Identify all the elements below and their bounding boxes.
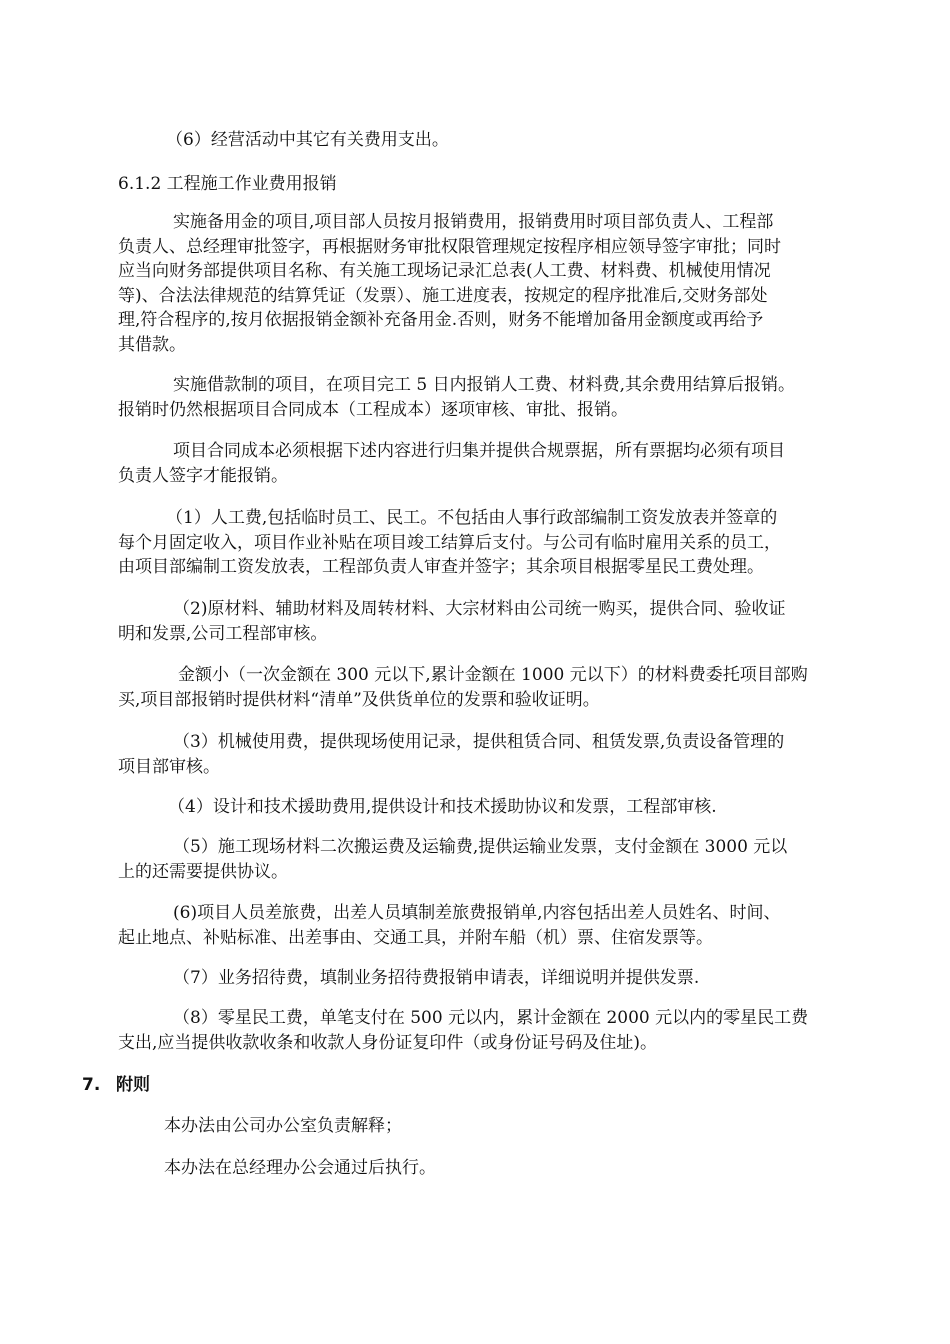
paragraph-line: （1）人工费,包括临时员工、民工。不包括由人事行政部编制工资发放表并签章的 [166, 508, 778, 528]
paragraph-line: 其借款。 [118, 334, 186, 355]
item-1-labor [118, 506, 866, 580]
paragraph-line: （4）设计和技术援助费用,提供设计和技术援助协议和发票，工程部审核. [168, 797, 717, 817]
paragraph-line: 明和发票,公司工程部审核。 [118, 623, 328, 644]
paragraph-line: 报销时仍然根据项目合同成本（工程成本）逐项审核、审批、报销。 [118, 399, 628, 420]
paragraph-line: 项目部审核。 [118, 756, 220, 777]
paragraph-imprest [118, 210, 866, 357]
paragraph-line: 负责人签字才能报销。 [118, 465, 288, 486]
item-5-transport [118, 835, 866, 884]
closing-text: 本办法在总经理办公会通过后执行。 [164, 1158, 436, 1178]
item-7-entertainment [118, 966, 866, 991]
item-2-small-amount [118, 663, 866, 712]
paragraph-line: （3）机械使用费，提供现场使用记录，提供租赁合同、租赁发票,负责设备管理的 [173, 732, 785, 752]
paragraph-line: 支出,应当提供收款收条和收款人身份证复印件（或身份证号码及住址)。 [118, 1032, 658, 1053]
paragraph-line: （8）零星民工费，单笔支付在 500 元以内，累计金额在 2000 元以内的零星民工费 [173, 1008, 809, 1028]
paragraph-line: (6)项目人员差旅费，出差人员填制差旅费报销单,内容包括出差人员姓名、时间、 [173, 903, 781, 923]
closing-line-1 [164, 1114, 912, 1139]
paragraph-line: 实施备用金的项目,项目部人员按月报销费用，报销费用时项目部负责人、工程部 [173, 212, 774, 232]
paragraph-line: 每个月固定收入，项目作业补贴在项目竣工结算后支付。与公司有临时雇用关系的员工， [118, 532, 781, 553]
chapter-title: 附则 [116, 1075, 150, 1095]
item-6-travel [118, 901, 866, 950]
chapter-7-heading [82, 1073, 150, 1097]
paragraph-line: 应当向财务部提供项目名称、有关施工现场记录汇总表(人工费、材料费、机械使用情况 [118, 261, 771, 281]
paragraph-line: （5）施工现场材料二次搬运费及运输费,提供运输业发票，支付金额在 3000 元以 [173, 837, 788, 857]
item-4-design [118, 795, 866, 820]
closing-text: 本办法由公司办公室负责解释； [164, 1116, 402, 1136]
paragraph-cost [118, 439, 866, 488]
section-title [118, 172, 866, 197]
paragraph-line: 等)、合法法律规范的结算凭证（发票）、施工进度表，按规定的程序批准后,交财务部处 [118, 285, 768, 306]
item-3-machinery [118, 730, 866, 779]
paragraph-line: （2)原材料、辅助材料及周转材料、大宗材料由公司统一购买，提供合同、验收证 [173, 599, 786, 619]
closing-line-2 [164, 1156, 912, 1181]
item-8-casual-labor [118, 1006, 866, 1055]
intro-item-text: （6）经营活动中其它有关费用支出。 [166, 130, 449, 150]
paragraph-line: 负责人、总经理审批签字，再根据财务审批权限管理规定按程序相应领导签字审批；同时 [118, 236, 781, 257]
paragraph-line: 理,符合程序的,按月依据报销金额补充备用金.否则，财务不能增加备用金额度或再给予 [118, 310, 764, 330]
item-2-materials [118, 597, 866, 646]
paragraph-line: 上的还需要提供协议。 [118, 861, 288, 882]
paragraph-line: 买,项目部报销时提供材料“清单”及供货单位的发票和验收证明。 [118, 689, 600, 710]
paragraph-line: 金额小（一次金额在 300 元以下,累计金额在 1000 元以下）的材料费委托项目部购 [178, 665, 808, 685]
paragraph-line: 起止地点、补贴标准、出差事由、交通工具，并附车船（机）票、住宿发票等。 [118, 927, 713, 948]
paragraph-line: 实施借款制的项目，在项目完工 5 日内报销人工费、材料费,其余费用结算后报销。 [173, 375, 796, 395]
paragraph-line: 项目合同成本必须根据下述内容进行归集并提供合规票据，所有票据均必须有项目 [173, 441, 785, 461]
paragraph-line: （7）业务招待费，填制业务招待费报销申请表，详细说明并提供发票. [173, 968, 700, 988]
chapter-number: 7. [82, 1075, 101, 1095]
section-title-text: 6.1.2 工程施工作业费用报销 [118, 174, 337, 194]
paragraph-loan [118, 373, 866, 422]
intro-item-6 [166, 128, 914, 153]
paragraph-line: 由项目部编制工资发放表，工程部负责人审查并签字；其余项目根据零星民工费处理。 [118, 557, 764, 577]
